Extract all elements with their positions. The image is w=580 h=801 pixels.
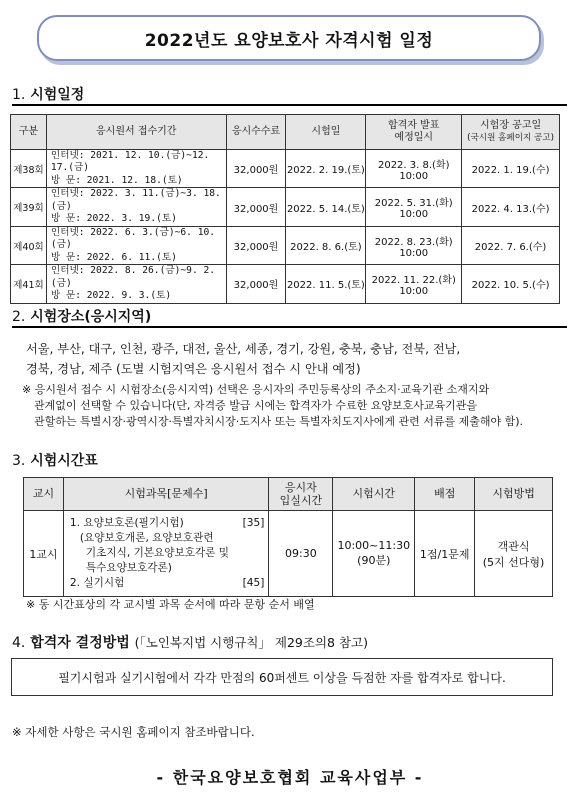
subject-1 <box>70 516 265 531</box>
round-cell: 제39회 <box>11 188 47 226</box>
venue-cell: 2022. 10. 5.(수) <box>462 265 560 303</box>
section-title: 시험시간표 <box>30 453 98 469</box>
result-time: 10:00 <box>399 170 429 182</box>
header-exam-date: 시험일 <box>286 115 366 150</box>
header-venue <box>462 115 560 150</box>
result-cell <box>366 226 462 264</box>
header-method: 시험방법 <box>475 478 553 511</box>
timetable-note: ※ 동 시간표상의 각 교시별 과목 순서에 따라 문항 순서 배열 <box>26 598 315 611</box>
subject-2 <box>70 576 265 591</box>
subject-1-detail-2: 기초지식, 기본요양보호각론 및 <box>85 547 230 559</box>
section-1-heading <box>12 84 84 104</box>
method-detail: (5지 선다형) <box>482 555 545 569</box>
section-title: 시험장소(응시지역) <box>30 309 152 325</box>
section-rule <box>12 104 567 106</box>
subject-1-detail-1: (요양보호개론, 요양보호관련 <box>79 532 214 544</box>
internet-period: 인터넷: 2021. 12. 10.(금)~12. 17.(금) <box>50 150 210 174</box>
subject-1-count: [35] <box>242 517 265 529</box>
points-cell: 1점/1문제 <box>415 511 475 597</box>
exam-date-cell: 2022. 11. 5.(토) <box>286 265 366 303</box>
exam-date-cell: 2022. 8. 6.(토) <box>286 226 366 264</box>
organization-footer: - 한국요양보호협회 교육사업부 - <box>156 768 424 787</box>
venue-cell: 2022. 7. 6.(수) <box>462 226 560 264</box>
header-period: 응시원서 접수기간 <box>46 115 226 150</box>
method-type: 객관식 <box>497 539 530 553</box>
round-cell: 제41회 <box>11 265 47 303</box>
exam-regions <box>26 339 460 379</box>
internet-period: 인터넷: 2022. 3. 11.(금)~3. 18.(금) <box>50 188 221 212</box>
section-4-heading <box>12 632 368 652</box>
header-entry-time <box>269 478 333 511</box>
period-cell <box>46 226 226 264</box>
section-rule <box>12 326 567 328</box>
visit-period: 방 문: 2022. 6. 11.(토) <box>50 251 177 263</box>
section-title: 시험일정 <box>30 87 85 103</box>
subject-1-detail-3: 특수요양보호각론) <box>85 562 172 574</box>
subject-2-name: 2. 실기시험 <box>69 577 125 589</box>
exam-time-cell <box>333 511 415 597</box>
subject-cell <box>63 511 269 597</box>
result-date: 2022. 5. 31.(화) <box>374 198 453 210</box>
section-3-heading <box>12 450 98 470</box>
header-points: 배점 <box>415 478 475 511</box>
venue-cell: 2022. 4. 13.(수) <box>462 188 560 226</box>
header-entry-line1: 응시자 <box>284 480 317 494</box>
header-exam-time: 시험시간 <box>333 478 415 511</box>
table-row <box>11 188 560 226</box>
entry-time-cell: 09:30 <box>269 511 333 597</box>
header-venue-line2: (국시원 홈페이지 공고) <box>467 133 555 143</box>
header-entry-line2: 입실시간 <box>279 494 323 507</box>
header-venue-line1: 시험장 공고일 <box>480 119 542 131</box>
section-2-heading <box>12 306 151 326</box>
exam-duration: (90분) <box>357 554 391 567</box>
period-cell <box>46 188 226 226</box>
exam-time-range: 10:00~11:30 <box>337 539 411 552</box>
result-time: 10:00 <box>399 285 429 297</box>
region-note-line2: 관계없이 선택할 수 있습니다(단, 자격증 발급 시에는 합격자가 수료한 요양보호사교육기관을 <box>34 399 478 412</box>
fee-cell: 32,000원 <box>226 226 286 264</box>
result-date: 2022. 8. 23.(화) <box>374 236 453 248</box>
timetable-header-row <box>24 478 553 511</box>
section-number: 4. <box>12 635 26 651</box>
venue-cell: 2022. 1. 19.(수) <box>462 150 560 188</box>
section-number: 1. <box>12 87 26 103</box>
region-note-line3: 관할하는 특별시장·광역시장·특별자치시장·도지사 또는 특별자치도지사에게 관련 서류를 제출해야 함). <box>34 415 524 428</box>
exam-date-cell: 2022. 2. 19.(토) <box>286 150 366 188</box>
exam-timetable <box>23 477 553 597</box>
table-row <box>11 150 560 188</box>
visit-period: 방 문: 2022. 9. 3.(토) <box>50 290 172 302</box>
subject-2-count: [45] <box>242 577 265 589</box>
round-cell: 제40회 <box>11 226 47 264</box>
section-reference: (「노인복지법 시행규칙」 제29조의8 참고) <box>134 635 368 650</box>
result-date: 2022. 3. 8.(화) <box>377 159 450 171</box>
header-result-line1: 합격자 발표 <box>387 119 440 131</box>
pass-criteria-text: 필기시험과 실기시험에서 각각 만점의 60퍼센트 이상을 득점한 자를 합격자로 합니다. <box>58 670 506 685</box>
header-period: 교시 <box>24 478 64 511</box>
method-cell <box>475 511 553 597</box>
visit-period: 방 문: 2022. 3. 19.(토) <box>50 213 177 225</box>
internet-period: 인터넷: 2022. 8. 26.(금)~9. 2.(금) <box>50 265 216 289</box>
internet-period: 인터넷: 2022. 6. 3.(금)~6. 10.(금) <box>50 226 216 251</box>
table-row <box>11 265 560 303</box>
regions-line2: 경북, 경남, 제주 (도별 시험지역은 응시원서 접수 시 안내 예정) <box>26 362 361 376</box>
header-round: 구분 <box>11 115 47 150</box>
header-result <box>366 115 462 150</box>
result-cell <box>366 265 462 303</box>
result-cell <box>366 188 462 226</box>
regions-line1: 서울, 부산, 대구, 인천, 광주, 대전, 울산, 세종, 경기, 강원, 충북, 충남, 전북, 전남, <box>26 342 461 356</box>
pass-criteria-box <box>11 658 553 696</box>
region-note <box>22 382 523 430</box>
page-title: 2022년도 요양보호사 자격시험 일정 <box>37 15 541 61</box>
period-cell <box>46 265 226 303</box>
section-number: 2. <box>12 309 26 325</box>
section-number: 3. <box>12 453 26 469</box>
fee-cell: 32,000원 <box>226 188 286 226</box>
result-time: 10:00 <box>399 247 429 259</box>
header-result-line2: 예정일시 <box>394 132 434 143</box>
result-time: 10:00 <box>399 209 429 221</box>
fee-cell: 32,000원 <box>226 265 286 303</box>
header-subject: 시험과목[문제수] <box>63 478 269 511</box>
subject-1-name: 1. 요양보호론(필기시험) <box>69 517 184 529</box>
footnote: ※ 자세한 사항은 국시원 홈페이지 참조바랍니다. <box>12 725 255 739</box>
region-note-line1: ※ 응시원서 접수 시 시험장소(응시지역) 선택은 응시자의 주민등록상의 주소지·교육기관 소재지와 <box>22 383 490 396</box>
table-row <box>24 511 553 597</box>
table-row <box>11 226 560 264</box>
result-cell <box>366 150 462 188</box>
period-cell: 1교시 <box>24 511 64 597</box>
table-header-row <box>11 115 560 150</box>
visit-period: 방 문: 2021. 12. 18.(토) <box>50 174 183 186</box>
period-cell <box>46 150 226 188</box>
exam-date-cell: 2022. 5. 14.(토) <box>286 188 366 226</box>
section-title: 합격자 결정방법 <box>30 635 130 651</box>
result-date: 2022. 11. 22.(화) <box>371 274 456 286</box>
header-fee: 응시수수료 <box>226 115 286 150</box>
exam-schedule-table <box>10 114 560 304</box>
fee-cell: 32,000원 <box>226 150 286 188</box>
round-cell: 제38회 <box>11 150 47 188</box>
